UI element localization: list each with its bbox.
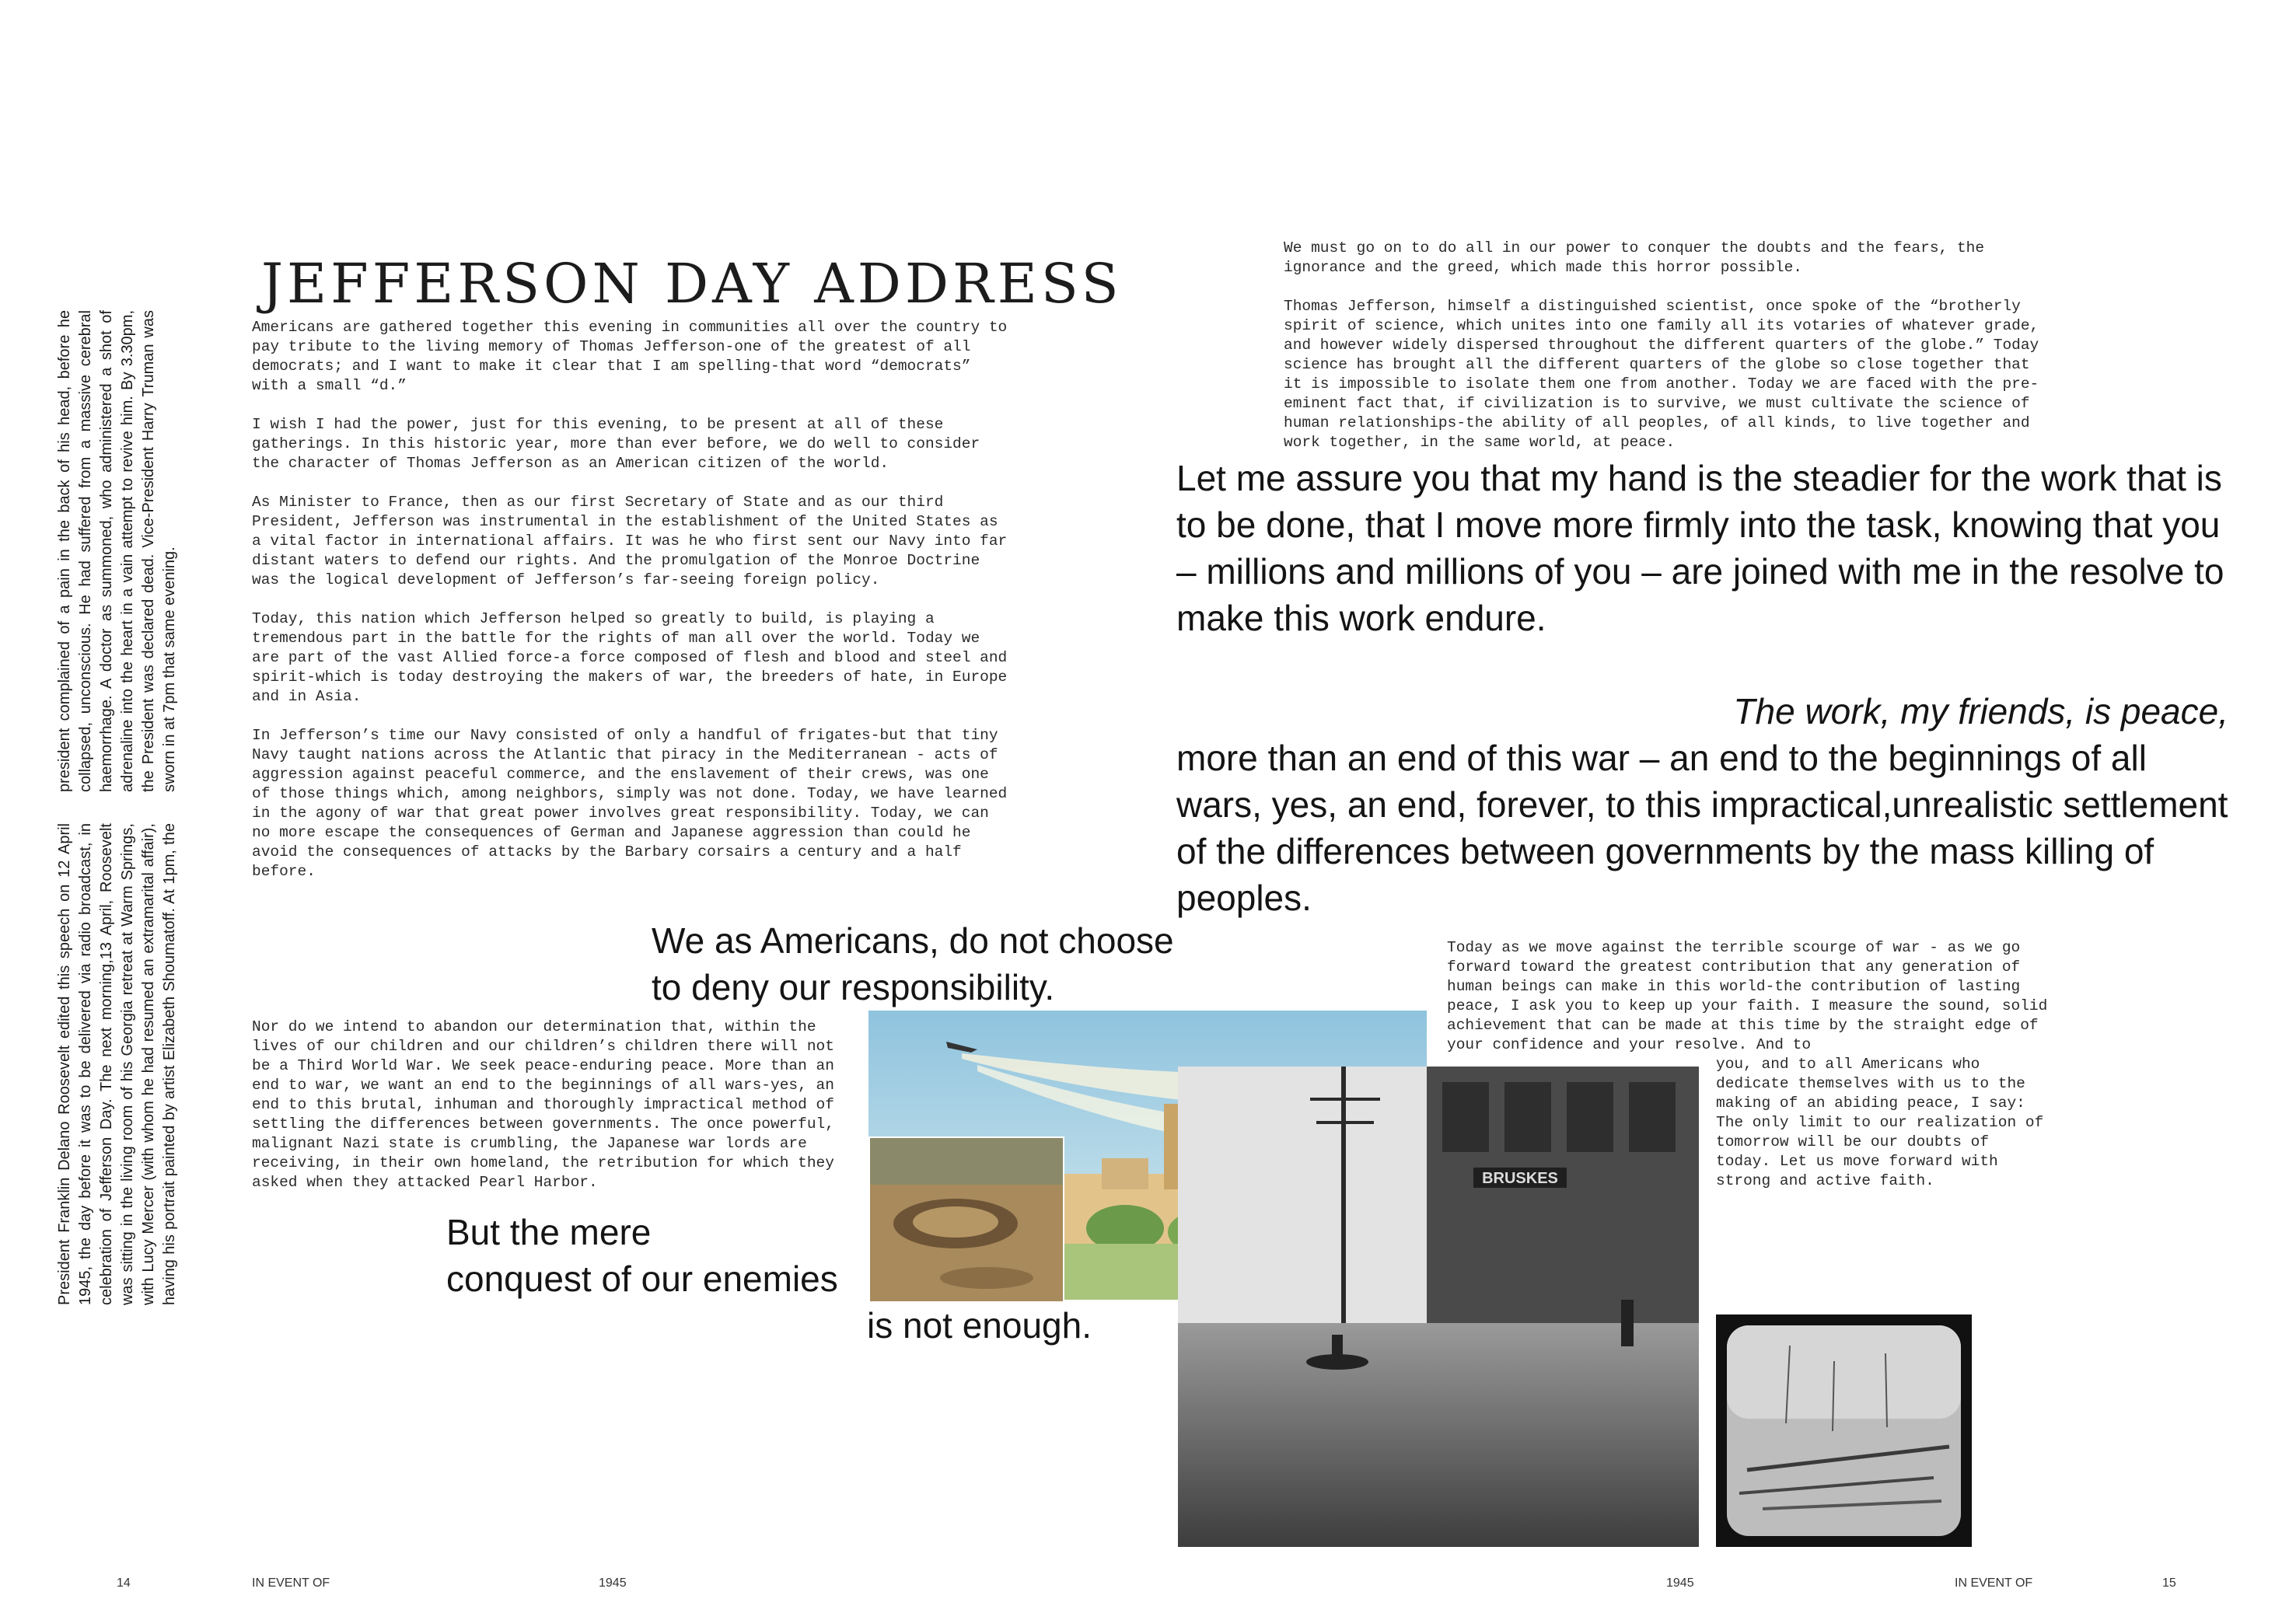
right-lower-text-top: [1447, 938, 2069, 1055]
paragraph: you, and to all Americans who dedicate themselves with us to the making of an abiding peace, I say: The only limit to our realization of tomorrow will be our doubts of today. Let us move forward with strong and active faith.: [1716, 1056, 2044, 1189]
photo-fallen-trees: [1716, 1314, 1972, 1547]
page-number-left: 14: [117, 1576, 131, 1590]
right-lower-text-bottom: [1716, 1055, 2050, 1191]
paragraph: Americans are gathered together this evening in communities all over the country to pay tribute to the living memory of Thomas Jefferson-one of the greatest of all democrats; and I want to make it clear that I am spelling-that word “democrats” with a small “d.”: [252, 319, 1008, 394]
left-column-text: [252, 318, 1014, 882]
left-lower-text: [252, 1018, 843, 1192]
quote-americans: [652, 917, 1174, 1011]
quote-line: But the mere: [446, 1212, 652, 1252]
paragraph: In Jefferson’s time our Navy consisted of only a handful of frigates-but that tiny Navy taught nations across the Atlantic that piracy in the Mediterranean - acts of aggression against peaceful commerce, and the enslavement of their crews, was one of those things which, among neighbors, simply was not done. Today, we have learned in the agony of war that great power involves great responsibility. Today, we can no more escape the consequences of German and Japanese aggression than could he avoid the consequences of attacks by the Barbary corsairs a century and a half before.: [252, 727, 1008, 880]
paragraph: Nor do we intend to abandon our determination that, within the lives of our children and our children’s children there will not be a Third World War. We seek peace-enduring peace. More than an end to war, we want an end to the beginnings of all wars-yes, an end to this brutal, inhuman and thoroughly impractical method of settling the differences between governments. The once powerful, malignant Nazi state is crumbling, the Japanese war lords are receiving, in their own homeland, the retribution for which they asked when they attacked Pearl Harbor.: [252, 1018, 834, 1191]
section-label-right: IN EVENT OF: [1955, 1576, 2033, 1590]
photo-flooded-street: [1178, 1067, 1699, 1547]
paragraph: We must go on to do all in our power to conquer the doubts and the fears, the ignorance and the greed, which made this horror possible.: [1284, 239, 1985, 276]
paragraph: Today, this nation which Jefferson helped so greatly to build, is playing a tremendous part in the battle for the rights of man all over the world. Today we are part of the vast Allied force-a force composed of flesh and blood and steel and spirit-which is today destroying the makers of war, the breeders of hate, in Europe and in Asia.: [252, 610, 1008, 705]
photo-flooded-street-art: [1178, 1067, 1699, 1547]
section-label-left: IN EVENT OF: [252, 1576, 330, 1590]
quote-conquest: [446, 1209, 1092, 1349]
page-title: JEFFERSON DAY ADDRESS: [261, 251, 1123, 316]
photo-fallen-trees-art: [1716, 1314, 1972, 1547]
paragraph: I wish I had the power, just for this evening, to be present at all of these gatherings. In this historic year, more than ever before, we do well to consider the character of Thomas Jefferson as an American citizen of the world.: [252, 416, 980, 472]
year-label-left: 1945: [599, 1576, 627, 1590]
quote-line: to deny our responsibility.: [652, 967, 1055, 1007]
paragraph: Today as we move against the terrible scourge of war - as we go forward toward the greatest contribution that any generation of human beings can make in this world-the contribution of lasting peace, I ask you to keep up your faith. I measure the sound, solid achievement that can be made at this time by the straight edge of your confidence and your resolve. And to: [1447, 939, 2048, 1053]
quote-line: conquest of our enemies: [446, 1259, 838, 1299]
quote-peace-italic: The work, my friends, is peace,: [1733, 691, 2228, 731]
paragraph: Thomas Jefferson, himself a distinguished scientist, once spoke of the “brotherly spirit of science, which unites into one family all its votaries of whatever grade, and however widely dispersed throughout the different quarters of the globe.” Today science has brought all the different quarters of the globe so close together that it is impossible to isolate them one from another. Today we are faced with the pre-eminent fact that, if civilization is to survive, we must cultivate the science of human relationships-the ability of all peoples, of all kinds, to live together and work together, in the same world, at peace.: [1284, 298, 2039, 451]
paragraph: As Minister to France, then as our first Secretary of State and as our third President, Jefferson was instrumental in the establishment of the United States as a vital factor in international affairs. It was he who first sent our Navy into far distant waters to defend our rights. And the promulgation of the Monroe Doctrine was the logical development of Jefferson’s far-seeing foreign policy.: [252, 494, 1008, 588]
page-number-right: 15: [2162, 1576, 2176, 1590]
year-label-right: 1945: [1666, 1576, 1694, 1590]
storefront-sign: BRUSKES: [1482, 1170, 1558, 1187]
quote-line: is not enough.: [867, 1305, 1092, 1346]
sidebar-note: President Franklin Delano Roosevelt edited this speech on 12 April 1945, the day before it was to be delivered via radio broadcast, in celebration of Jefferson Day. The next morning,13 April, Roosevelt was sitting in the living room of his Georgia retreat at Warm Springs, with Lucy Mercer (with whom he had resumed an extramarital affair), having his portrait painted by artist Elizabeth Shoumatoff. At 1pm, the president complained of a pain in the back of his head, before he collapsed, unconscious. He had suffered from a massive cerebral haemorrhage. A doctor as summoned, who administered a shot of adrenaline into the heart in a vain attempt to revive him. By 3.30pm, the President was declared dead. Vice-President Harry Truman was sworn in at 7pm that same evening.: [56, 310, 178, 1305]
quote-peace: [1176, 688, 2228, 921]
right-top-text: [1284, 239, 2046, 452]
quote-assure: Let me assure you that my hand is the steadier for the work that is to be done, that I move more firmly into the task, knowing that you – millions and millions of you – are joined with me in the resolve to make this work endure.: [1176, 458, 2224, 638]
quote-line: We as Americans, do not choose: [652, 920, 1174, 961]
quote-peace-rest: more than an end of this war – an end to the beginnings of all wars, yes, an end, forever, to this impractical,unrealistic settlement of the differences between governments by the mass killing of peoples.: [1176, 738, 2228, 918]
